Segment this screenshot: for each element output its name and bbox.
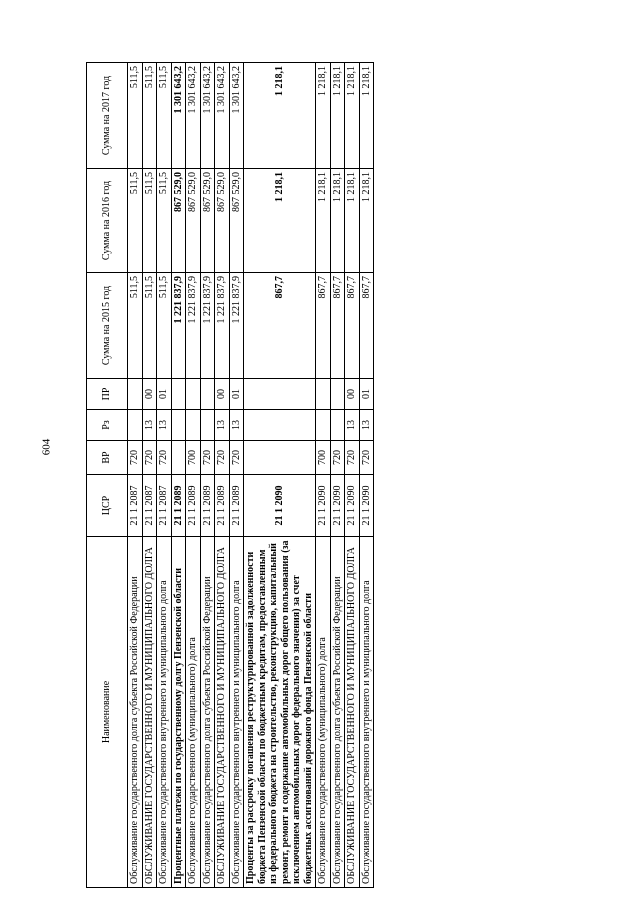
row-pr (171, 378, 186, 409)
row-name: ОБСЛУЖИВАНИЕ ГОСУДАРСТВЕННОГО И МУНИЦИПАЛЬНОГО ДОЛГА (142, 536, 157, 887)
row-name: Обслуживание государственного долга субъекта Российской Федерации (200, 536, 215, 887)
row-vr: 720 (359, 440, 374, 474)
row-vr: 720 (142, 440, 157, 474)
row-name: Проценты за рассрочку погашения реструктурированной задолженности бюджета Пензенской области по бюджетным кредитам, предоставленным из федерального бюджета на строительство, реконструкцию, капитальный ремонт, ремонт и содержание автомобильных дорог общего пользования (за исключением автомобильных дорог федерального значения) за счет бюджетных ассигнований дорожного фонда Пензенской области (243, 536, 315, 887)
row-sum-2017: 1 301 643,2 (229, 62, 244, 168)
row-sum-2015: 1 221 837,9 (185, 272, 200, 378)
header-csr: ЦСР (86, 474, 127, 536)
header-sum-2015: Сумма на 2015 год (86, 272, 127, 378)
row-sum-2016: 867 529,0 (171, 168, 186, 272)
row-sum-2016: 1 218,1 (330, 168, 345, 272)
row-sum-2016: 1 218,1 (243, 168, 315, 272)
row-sum-2015: 1 221 837,9 (171, 272, 186, 378)
row-sum-2016: 511,5 (156, 168, 171, 272)
row-name: Обслуживание государственного долга субъекта Российской Федерации (127, 536, 142, 887)
table-row (315, 62, 330, 887)
row-rz: 13 (344, 409, 359, 440)
header-vr: ВР (86, 440, 127, 474)
row-csr: 21 1 2090 (243, 474, 315, 536)
row-sum-2015: 1 221 837,9 (229, 272, 244, 378)
table-row (127, 62, 142, 887)
row-name: Обслуживание государственного внутреннего и муниципального долга (156, 536, 171, 887)
row-csr: 21 1 2087 (142, 474, 157, 536)
row-rz: 13 (214, 409, 229, 440)
budget-table-page (86, 63, 555, 888)
row-vr (243, 440, 315, 474)
row-vr: 720 (330, 440, 345, 474)
row-rz (315, 409, 330, 440)
row-sum-2015: 867,7 (243, 272, 315, 378)
row-rz: 13 (156, 409, 171, 440)
row-sum-2016: 1 218,1 (344, 168, 359, 272)
row-pr (185, 378, 200, 409)
row-sum-2016: 1 218,1 (359, 168, 374, 272)
row-sum-2017: 1 218,1 (315, 62, 330, 168)
row-csr: 21 1 2090 (315, 474, 330, 536)
row-sum-2015: 511,5 (127, 272, 142, 378)
row-sum-2016: 867 529,0 (185, 168, 200, 272)
row-pr: 01 (229, 378, 244, 409)
row-name: Обслуживание государственного внутреннего и муниципального долга (359, 536, 374, 887)
row-rz (243, 409, 315, 440)
table-row (229, 62, 244, 887)
row-sum-2015: 867,7 (344, 272, 359, 378)
row-name: Обслуживание государственного долга субъекта Российской Федерации (330, 536, 345, 887)
row-rz (127, 409, 142, 440)
header-sum-2016: Сумма на 2016 год (86, 168, 127, 272)
row-rz: 13 (229, 409, 244, 440)
row-csr: 21 1 2089 (200, 474, 215, 536)
row-pr: 00 (142, 378, 157, 409)
row-sum-2015: 867,7 (330, 272, 345, 378)
row-pr (243, 378, 315, 409)
row-sum-2015: 1 221 837,9 (214, 272, 229, 378)
row-rz (185, 409, 200, 440)
row-sum-2017: 511,5 (142, 62, 157, 168)
table-row (142, 62, 157, 887)
row-sum-2016: 867 529,0 (200, 168, 215, 272)
header-rz: Рз (86, 409, 127, 440)
table-row (359, 62, 374, 887)
row-sum-2017: 1 218,1 (359, 62, 374, 168)
row-pr (315, 378, 330, 409)
row-sum-2015: 511,5 (156, 272, 171, 378)
row-sum-2017: 511,5 (127, 62, 142, 168)
row-name: Обслуживание государственного (муниципального) долга (185, 536, 200, 887)
row-rz (171, 409, 186, 440)
row-name: ОБСЛУЖИВАНИЕ ГОСУДАРСТВЕННОГО И МУНИЦИПАЛЬНОГО ДОЛГА (214, 536, 229, 887)
table-row (156, 62, 171, 887)
row-vr: 700 (185, 440, 200, 474)
row-sum-2016: 867 529,0 (214, 168, 229, 272)
table-row (243, 62, 315, 887)
table-row (185, 62, 200, 887)
row-name: Процентные платежи по государственному долгу Пензенской области (171, 536, 186, 887)
row-pr (127, 378, 142, 409)
header-sum-2017: Сумма на 2017 год (86, 62, 127, 168)
row-csr: 21 1 2087 (127, 474, 142, 536)
row-vr: 720 (344, 440, 359, 474)
row-name: Обслуживание государственного внутреннего и муниципального долга (229, 536, 244, 887)
budget-table (86, 62, 374, 888)
table-row (214, 62, 229, 887)
table-row (344, 62, 359, 887)
row-pr: 01 (359, 378, 374, 409)
row-sum-2017: 1 301 643,2 (214, 62, 229, 168)
row-csr: 21 1 2087 (156, 474, 171, 536)
row-sum-2017: 1 301 643,2 (200, 62, 215, 168)
row-name: Обслуживание государственного (муниципального) долга (315, 536, 330, 887)
row-vr: 720 (214, 440, 229, 474)
row-sum-2017: 1 218,1 (243, 62, 315, 168)
row-sum-2016: 867 529,0 (229, 168, 244, 272)
row-vr: 720 (200, 440, 215, 474)
row-sum-2017: 1 301 643,2 (171, 62, 186, 168)
row-sum-2015: 1 221 837,9 (200, 272, 215, 378)
row-rz (200, 409, 215, 440)
row-sum-2016: 511,5 (127, 168, 142, 272)
row-pr: 00 (214, 378, 229, 409)
row-pr: 01 (156, 378, 171, 409)
row-pr (200, 378, 215, 409)
row-vr (171, 440, 186, 474)
row-sum-2016: 511,5 (142, 168, 157, 272)
row-sum-2017: 1 218,1 (330, 62, 345, 168)
table-row (171, 62, 186, 887)
row-sum-2017: 511,5 (156, 62, 171, 168)
row-rz: 13 (359, 409, 374, 440)
row-csr: 21 1 2089 (229, 474, 244, 536)
row-rz (330, 409, 345, 440)
row-name: ОБСЛУЖИВАНИЕ ГОСУДАРСТВЕННОГО И МУНИЦИПАЛЬНОГО ДОЛГА (344, 536, 359, 887)
row-csr: 21 1 2089 (185, 474, 200, 536)
row-pr: 00 (344, 378, 359, 409)
table-header-row (86, 62, 127, 887)
row-vr: 720 (156, 440, 171, 474)
row-csr: 21 1 2089 (171, 474, 186, 536)
header-name: Наименование (86, 536, 127, 887)
row-sum-2015: 867,7 (315, 272, 330, 378)
row-vr: 720 (127, 440, 142, 474)
row-csr: 21 1 2090 (359, 474, 374, 536)
row-csr: 21 1 2090 (330, 474, 345, 536)
page-number: 604 (40, 438, 53, 456)
row-csr: 21 1 2090 (344, 474, 359, 536)
row-vr: 720 (229, 440, 244, 474)
row-sum-2017: 1 301 643,2 (185, 62, 200, 168)
header-pr: ПР (86, 378, 127, 409)
row-sum-2016: 1 218,1 (315, 168, 330, 272)
row-rz: 13 (142, 409, 157, 440)
table-row (330, 62, 345, 887)
row-csr: 21 1 2089 (214, 474, 229, 536)
row-vr: 700 (315, 440, 330, 474)
row-sum-2015: 867,7 (359, 272, 374, 378)
row-sum-2015: 511,5 (142, 272, 157, 378)
table-row (200, 62, 215, 887)
row-pr (330, 378, 345, 409)
row-sum-2017: 1 218,1 (344, 62, 359, 168)
